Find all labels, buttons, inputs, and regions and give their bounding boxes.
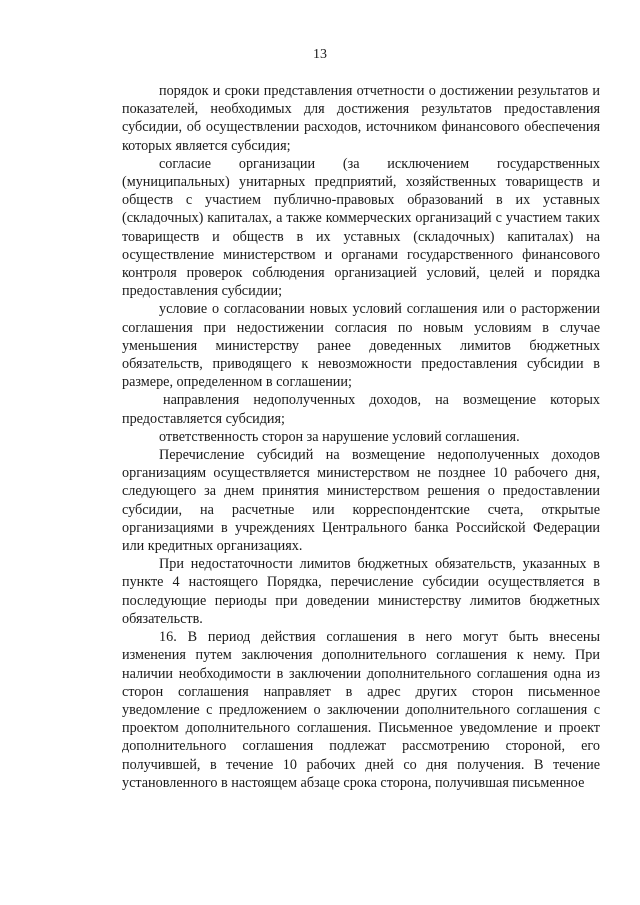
paragraph-directions: направления недополученных доходов, на возмещение которых предоставляется субсидия; bbox=[122, 392, 600, 427]
paragraph-insufficient-limits: При недостаточности лимитов бюджетных обязательств, указанных в пункте 4 настоящего Порядка, перечисление субсидии осуществляется в последующие периоды при доведении министерству лимитов бюджетных обязательств. bbox=[122, 556, 600, 627]
paragraph-transfer: Перечисление субсидий на возмещение недополученных доходов организациям осуществляется министерством не позднее 10 рабочего дня, следующего за днем принятия министерством решения о предоставлении субсидии, на расчетные или корреспондентские счета, открытые организациями в учреждениях Центрального банка Российской Федерации или кредитных организациях. bbox=[122, 447, 600, 555]
paragraph-reporting: порядок и сроки представления отчетности о достижении результатов и показателей, необходимых для достижения результатов предоставления субсидии, об осуществлении расходов, источником финансового обеспечения которых является субсидия; bbox=[122, 83, 600, 154]
document-body bbox=[122, 82, 600, 792]
paragraph-new-conditions: условие о согласовании новых условий соглашения или о расторжении соглашения при недостижении согласия по новым условиям в случае уменьшения министерству ранее доведенных лимитов бюджетных обязательств, приводящего к невозможности предоставления субсидии в размере, определенном в соглашении; bbox=[122, 301, 600, 391]
paragraph-section-16: 16. В период действия соглашения в него могут быть внесены изменения путем заключения дополнительного соглашения к нему. При наличии необходимости в заключении дополнительного соглашения одна из сторон соглашения направляет в адрес других сторон письменное уведомление с предложением о заключении дополнительного соглашения с проектом дополнительного соглашения. Письменное уведомление и проект дополнительного соглашения подлежат рассмотрению стороной, его получившей, в течение 10 рабочих дней со дня получения. В течение установленного в настоящем абзаце срока сторона, получившая письменное bbox=[122, 629, 600, 791]
paragraph-responsibility: ответственность сторон за нарушение условий соглашения. bbox=[159, 428, 520, 445]
page-number: 13 bbox=[313, 47, 327, 62]
paragraph-consent: согласие организации (за исключением государственных (муниципальных) унитарных предприятий, хозяйственных товариществ и обществ с участием публично-правовых образований в их уставных (складочных) капиталах, а также коммерческих организаций с участием таких товариществ и обществ в их уставных (складочных) капиталах) на осуществление министерством и органами государственного финансового контроля проверок соблюдения организацией условий, целей и порядка предоставления субсидии; bbox=[122, 155, 600, 300]
